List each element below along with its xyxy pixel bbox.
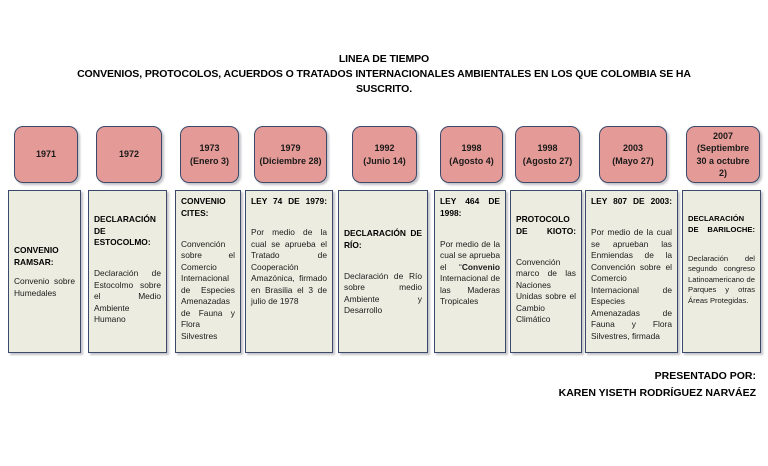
- entry-card-7-title: PROTOCOLO DE KIOTO:: [516, 214, 576, 236]
- entry-card-4-body: Por medio de la cual se aprueba el Tratado de Cooperación Amazónica, firmado en Brasilia el 3 de julio de 1978: [251, 227, 327, 306]
- date-chip-9-line-3: 30 a octubre: [696, 155, 750, 166]
- footer-author-name: KAREN YISETH RODRÍGUEZ NARVÁEZ: [558, 387, 756, 399]
- timeline-column-2: [88, 124, 167, 356]
- entry-card-6[interactable]: [434, 190, 506, 353]
- date-chip-6[interactable]: [440, 126, 503, 183]
- footer-credit: [559, 368, 756, 402]
- date-chip-8[interactable]: [599, 126, 667, 183]
- title-line-2: CONVENIOS, PROTOCOLOS, ACUERDOS O TRATADOS INTERNACIONALES AMBIENTALES EN LOS QUE COLOMBIA SE HA SUSCRITO.: [77, 68, 691, 95]
- date-chip-7-line-2: (Agosto 27): [522, 155, 573, 166]
- date-chip-8-line-1: 2003: [622, 143, 644, 153]
- entry-card-6-body: [440, 239, 500, 308]
- entry-card-9-title: DECLARACIÓN DE BARILOCHE:: [688, 214, 755, 234]
- entry-card-5-title: DECLARACIÓN DE RÍO:: [344, 227, 422, 250]
- entry-card-5-body: Declaración de Río sobre medio Ambiente y Desarrollo: [344, 270, 422, 315]
- entry-card-6-title: LEY 464 DE 1998:: [440, 196, 500, 218]
- date-chip-5-line-2: (Junio 14): [363, 155, 406, 166]
- date-chip-1-line-1: 1971: [35, 149, 57, 160]
- entry-card-3-title: CONVENIO CITES:: [181, 196, 226, 218]
- date-chip-4[interactable]: [254, 126, 327, 183]
- timeline-column-9: [682, 124, 761, 356]
- footer-label: PRESENTADO POR:: [654, 370, 756, 382]
- date-chip-9-line-2: (Septiembre: [696, 143, 749, 153]
- timeline-column-3: [175, 124, 241, 356]
- entry-card-8[interactable]: [585, 190, 678, 353]
- date-chip-5[interactable]: [352, 126, 417, 183]
- date-chip-6-line-2: (Agosto 4): [449, 155, 494, 166]
- entry-card-8-title: LEY 807 DE 2003:: [591, 196, 672, 206]
- date-chip-8-line-2: (Mayo 27): [612, 155, 654, 166]
- timeline-column-8: [585, 124, 678, 356]
- title-line-1: LINEA DE TIEMPO: [338, 53, 430, 65]
- timeline: [7, 124, 761, 356]
- entry-card-6-body-emphasis: Convenio: [461, 261, 500, 272]
- date-chip-3[interactable]: [180, 126, 239, 183]
- timeline-column-1: [8, 124, 81, 356]
- date-chip-4-line-2: (Diciembre 28): [259, 155, 322, 166]
- timeline-column-4: [245, 124, 333, 356]
- entry-card-2[interactable]: [88, 190, 167, 353]
- timeline-column-6: [434, 124, 506, 356]
- date-chip-5-line-1: 1992: [374, 143, 395, 153]
- date-chip-9-line-4: 2): [718, 168, 727, 178]
- entry-card-1-body: Convenio sobre Humedales: [14, 276, 75, 298]
- entry-card-2-title: DECLARACIÓN DE ESTOCOLMO:: [94, 214, 156, 247]
- date-chip-4-line-1: 1979: [280, 143, 301, 153]
- entry-card-3[interactable]: [175, 190, 241, 353]
- date-chip-2[interactable]: [96, 126, 162, 183]
- date-chip-2-line-1: 1972: [118, 149, 140, 160]
- date-chip-6-line-1: 1998: [461, 143, 482, 153]
- entry-card-2-body: Declaración de Estocolmo sobre el Medio Ambiente Humano: [94, 268, 161, 324]
- entry-card-4[interactable]: [245, 190, 333, 353]
- entry-card-1[interactable]: [8, 190, 81, 353]
- date-chip-3-line-1: 1973: [199, 143, 220, 153]
- entry-card-8-body: Por medio de la cual se aprueban las Enmiendas de la Convención sobre el Comercio Internacional de Especies Amenazadas de Fauna y Flora Silvestres, firmada: [591, 227, 672, 341]
- entry-card-9-body: Declaración del segundo congreso Latinoamericano de Parques y otras Áreas Protegidas.: [688, 253, 755, 305]
- entry-card-9[interactable]: [682, 190, 761, 353]
- entry-card-1-title: CONVENIO RAMSAR:: [14, 245, 59, 267]
- entry-card-5[interactable]: [338, 190, 428, 353]
- timeline-column-5: [338, 124, 428, 356]
- date-chip-7[interactable]: [515, 126, 580, 183]
- date-chip-9[interactable]: [686, 126, 760, 183]
- page-title: [0, 52, 768, 97]
- entry-card-7[interactable]: [510, 190, 582, 353]
- date-chip-9-line-1: 2007: [712, 130, 734, 141]
- date-chip-1[interactable]: [14, 126, 78, 183]
- entry-card-3-body: Convención sobre el Comercio Internacional de Especies Amenazadas de Fauna y Flora Silvestres: [181, 238, 235, 341]
- timeline-column-7: [510, 124, 582, 356]
- entry-card-6-body-suffix: Internacional de las Maderas Tropicales: [440, 273, 500, 306]
- date-chip-7-line-1: 1998: [537, 143, 558, 153]
- entry-card-6-body-prefix: Por medio de la cual se aprueba el “: [440, 238, 500, 272]
- entry-card-4-title: LEY 74 DE 1979:: [251, 196, 327, 206]
- entry-card-7-body: Convención marco de las Naciones Unidas sobre el Cambio Climático: [516, 256, 576, 324]
- date-chip-3-line-2: (Enero 3): [189, 155, 229, 166]
